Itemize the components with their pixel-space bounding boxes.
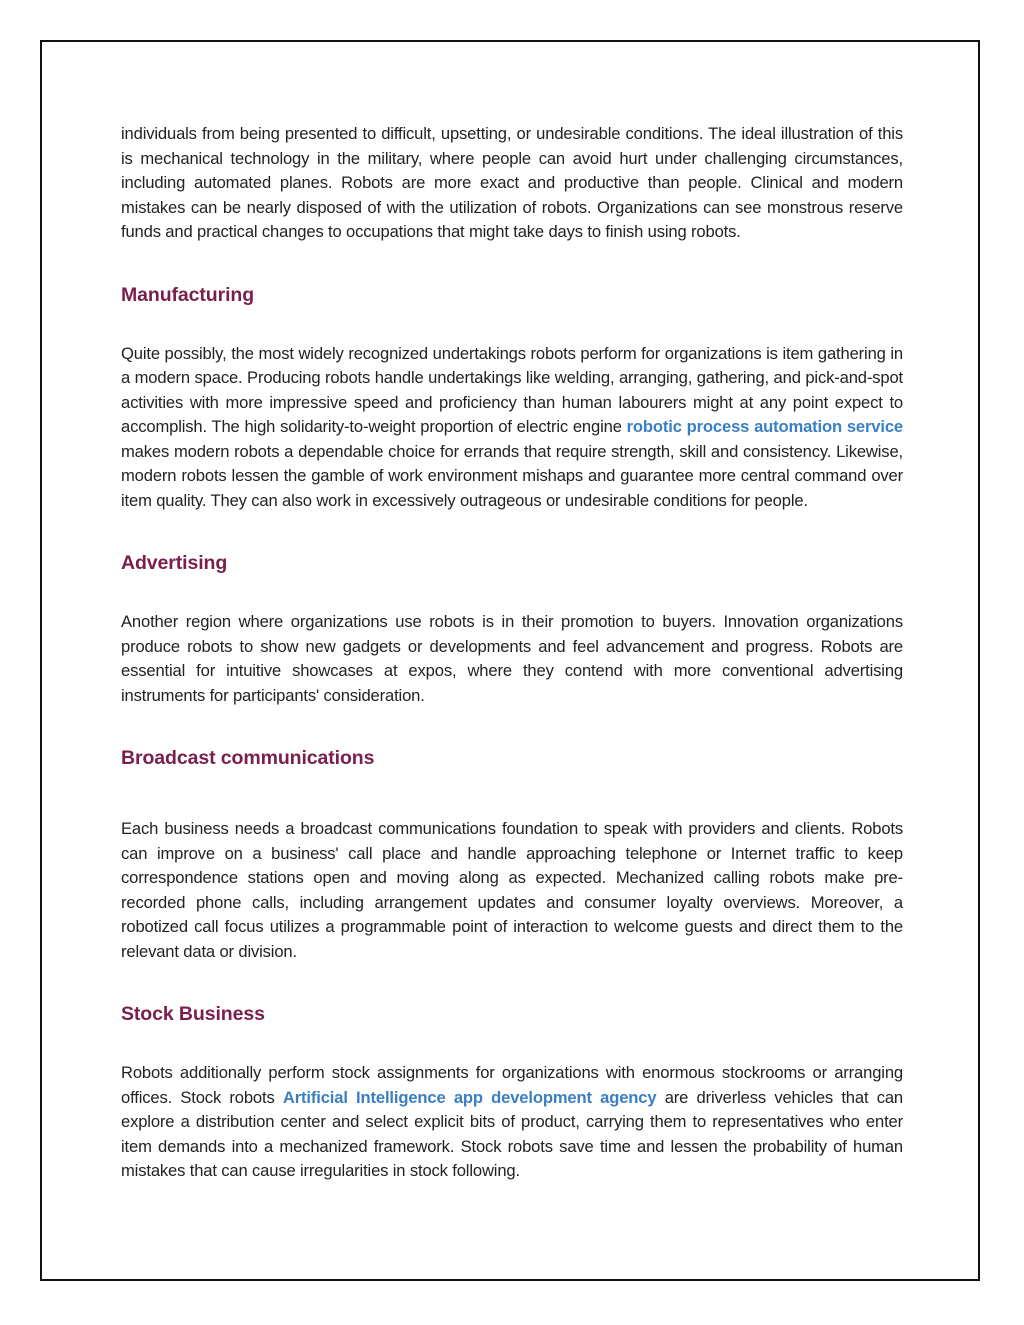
ai-agency-link[interactable]: Artificial Intelligence app development agency [282,1087,657,1107]
broadcast-paragraph: Each business needs a broadcast communications foundation to speak with providers and clients. Robots can improve on a business' call place and handle approaching telephone or Internet traffic to keep correspondence stations open and moving along as expected. Mechanized calling robots make pre-recorded phone calls, including arrangement updates and consumer loyalty overviews. Moreover, a robotized call focus utilizes a programmable point of interaction to welcome guests and direct them to the relevant data or division. [121,819,903,961]
document-body [121,122,903,1184]
stock-text-before: Robots additionally perform stock assignments for organizations with enormous stockrooms or arranging offices. Stock robots [121,1063,903,1107]
rpa-service-link[interactable]: robotic process automation service [626,417,903,436]
section-heading-stock: Stock Business [121,1003,265,1025]
stock-text-after: are driverless vehicles that can explore a distribution center and select explicit bits of product, carrying them to representatives who enter item demands into a mechanized framework. Stock robots save time and lessen the probability of human mistakes that can cause irregularities in stock following. [121,1087,904,1180]
manufacturing-paragraph [121,342,903,514]
section-heading-advertising: Advertising [121,552,228,574]
manufacturing-text-after: makes modern robots a dependable choice for errands that require strength, skill and consistency. Likewise, modern robots lessen the gamble of work environment mishaps and guarantee more central command over item quality. They can also work in excessively outrageous or undesirable conditions for people. [121,441,903,510]
intro-paragraph: individuals from being presented to difficult, upsetting, or undesirable conditions. The ideal illustration of this is mechanical technology in the military, where people can avoid hurt under challenging circumstances, including automated planes. Robots are more exact and productive than people. Clinical and modern mistakes can be nearly disposed of with the utilization of robots. Organizations can see monstrous reserve funds and practical changes to occupations that might take days to finish using robots. [121,124,903,241]
section-heading-manufacturing: Manufacturing [121,283,255,306]
stock-paragraph [121,1061,903,1184]
advertising-paragraph: Another region where organizations use robots is in their promotion to buyers. Innovation organizations produce robots to show new gadgets or developments and feel advancement and progress. Robots are essential for intuitive showcases at expos, where they contend with more conventional advertising instruments for participants' consideration. [121,612,903,705]
section-heading-broadcast: Broadcast communications [121,747,375,769]
manufacturing-text-before: Quite possibly, the most widely recognized undertakings robots perform for organizations is item gathering in a modern space. Producing robots handle undertakings like welding, arranging, gathering, and pick-and-spot activities with more impressive speed and proficiency than human labourers might at any point expect to accomplish. The high solidarity-to-weight proportion of electric engine [121,343,903,436]
